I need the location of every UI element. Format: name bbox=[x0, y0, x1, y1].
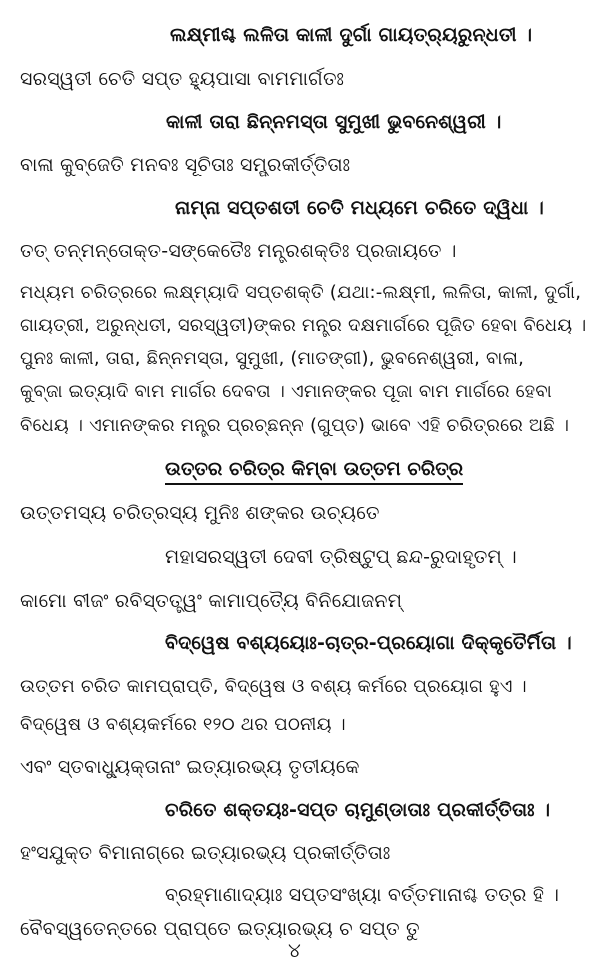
verse-line-15: ବୈବସ୍ୱତେନ୍ତରେ ପ୍ରାପ୍ତେ ଇତ୍ୟାରଭ୍ୟ ଚ ସପ୍ତ ତୁ bbox=[20, 918, 420, 940]
verse-line-14: ବ୍ରହ୍ମାଣାଦ୍ୟାଃ ସପ୍ତସଂଖ୍ୟା ବର୍ତ୍ତମାନାଶ୍ଚ ତତ୍ର ହି । bbox=[165, 884, 560, 906]
prose-line-4: କୁବ୍ଜା ଇତ୍ୟାଦି ବାମ ମାର୍ଗର ଦେବତା । ଏମାନଙ୍କର ପୂଜା ବାମ ମାର୍ଗରେ ହେବା bbox=[20, 381, 552, 402]
verse-line-3: କାଳୀ ତାରା ଛିନ୍ନମସ୍ତା ସୁମୁଖୀ ଭୁବନେଶ୍ୱରୀ । bbox=[166, 111, 502, 133]
section-heading: ଉତ୍ତର ଚରିତ୍ର କିମ୍ବା ଉତ୍ତମ ଚରିତ୍ର bbox=[165, 456, 463, 485]
prose-line-2: ଗାୟତ୍ରୀ, ଅରୁନ୍ଧତୀ, ସରସ୍ୱତୀ)ଙ୍କର ମନ୍ତ୍ର ଦକ୍ଷମାର୍ଗରେ ପୂଜିତ ହେବା ବିଧେୟ । bbox=[20, 315, 587, 336]
prose-line-6: ଉତ୍ତମ ଚରିତ କାମପ୍ରାପ୍ତି, ବିଦ୍ୱେଷ ଓ ବଶ୍ୟ କର୍ମରେ ପ୍ରୟୋଗ ହୁଏ । bbox=[20, 676, 527, 697]
verse-line-12: ଚରିତେ ଶକ୍ତୟଃ-ସପ୍ତ ଚାମୁଣ୍ଡାତାଃ ପ୍ରକୀର୍ତ୍ତିତାଃ । bbox=[165, 799, 551, 821]
verse-line-7: ଉତ୍ତମସ୍ୟ ଚରିତ୍ରସ୍ୟ ମୁନିଃ ଶଙ୍କର ଉଚ୍ୟତେ bbox=[20, 502, 380, 524]
verse-line-6: ତତ୍ ତନ୍ମନ୍ତୋକ୍ତ-ସଙ୍କେତୈଃ ମନ୍ତ୍ରଶକ୍ତିଃ ପ୍ରଜାୟତେ । bbox=[20, 240, 457, 262]
prose-line-7: ବିଦ୍ୱେଷ ଓ ବଶ୍ୟକର୍ମରେ ୧୨୦ ଥର ପଠନୀୟ । bbox=[20, 714, 346, 735]
verse-line-1: ଲକ୍ଷ୍ମୀଶ୍ଚ ଲଳିତା କାଳୀ ଦୁର୍ଗା ଗାୟତ୍ର୍ୟରୁନ୍ଧତୀ । bbox=[170, 24, 533, 46]
verse-line-4: ବାଳା କୁବ୍ଜେତି ମନବଃ ସୂଚିତାଃ ସମ୍ପ୍ରକୀର୍ତ୍ତିତାଃ bbox=[20, 154, 351, 176]
page-number: ୪ bbox=[288, 938, 301, 962]
verse-line-9: କାମୋ ବୀଜଂ ରବିସ୍ତତ୍ତ୍ୱଂ କାମାପ୍ତ୍ୟୈ ବିନିଯୋଜନମ୍ bbox=[20, 590, 403, 612]
verse-line-5: ନାମ୍ନା ସପ୍ତଶତୀ ଚେତି ମଧ୍ୟମେ ଚରିତେ ଦ୍ୱିଧା । bbox=[175, 197, 545, 219]
prose-line-3: ପୁନଃ କାଳୀ, ତାରା, ଛିନ୍ନମସ୍ତା, ସୁମୁଖୀ, (ମାତଙ୍ଗୀ), ଭୁବନେଶ୍ୱରୀ, ବାଳା, bbox=[20, 348, 525, 369]
verse-line-2: ସରସ୍ୱତୀ ଚେତି ସପ୍ତ ହ୍ୟୁପାସା ବାମମାର୍ଗତଃ bbox=[20, 68, 345, 90]
verse-line-8: ମହାସରସ୍ୱତୀ ଦେବୀ ତ୍ରିଷ୍ଟୁପ୍ ଛନ୍ଦ-ରୁଦାହୃତମ୍ । bbox=[165, 546, 517, 568]
prose-line-5: ବିଧେୟ । ଏମାନଙ୍କର ମନ୍ତ୍ର ପ୍ରଚ୍ଛନ୍ନ (ଗୁପ୍ତ) ଭାବେ ଏହି ଚରିତ୍ରରେ ଅଛି । bbox=[20, 415, 570, 436]
prose-line-1: ମଧ୍ୟମ ଚରିତ୍ରରେ ଲକ୍ଷ୍ମ୍ୟାଦି ସପ୍ତଶକ୍ତି (ଯଥା:-ଲକ୍ଷ୍ମୀ, ଲଳିତା, କାଳୀ, ଦୁର୍ଗା, bbox=[20, 282, 582, 303]
verse-line-10: ବିଦ୍ୱେଷ ବଶ୍ୟୟୋଃ-ଚାତ୍ର-ପ୍ରୟୋଗା ଦିକ୍କୃତୈର୍ମିତା । bbox=[165, 632, 572, 654]
verse-line-13: ହଂସଯୁକ୍ତ ବିମାନାଗ୍ରେ ଇତ୍ୟାରଭ୍ୟ ପ୍ରକୀର୍ତ୍ତିତାଃ bbox=[20, 842, 391, 864]
verse-line-11: ଏବଂ ସ୍ତବାଧ୍ୟୁକ୍ତାନାଂ ଇତ୍ୟାରଭ୍ୟ ତୃତୀୟକେ bbox=[20, 756, 360, 778]
